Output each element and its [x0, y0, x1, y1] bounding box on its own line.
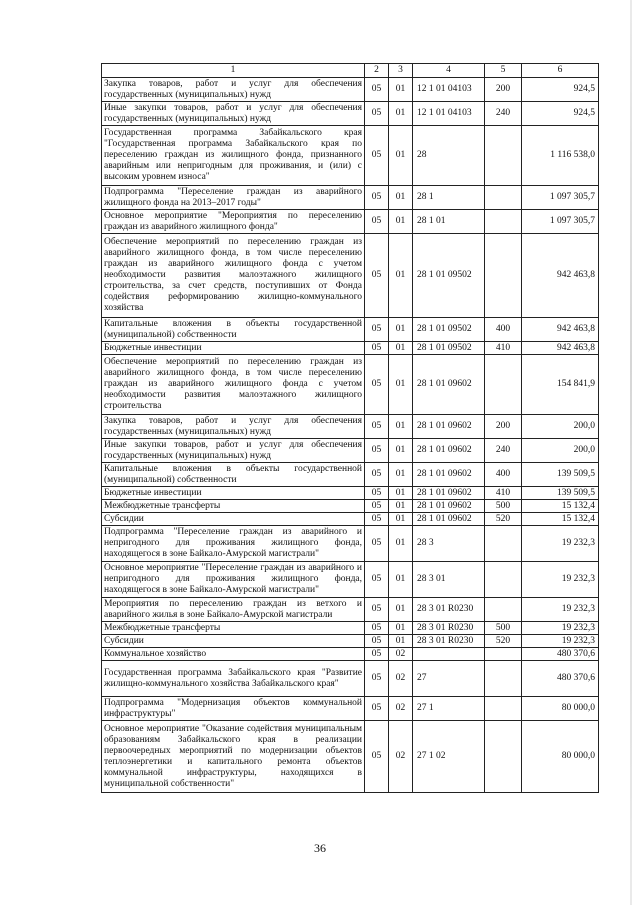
row-target-article	[413, 648, 485, 661]
row-target-article: 28 1 01 09602	[413, 500, 485, 513]
header-row	[102, 64, 599, 78]
row-subsection: 01	[389, 126, 413, 186]
row-section: 05	[365, 598, 389, 622]
row-name: Основное мероприятие "Оказание содействия муниципальным образованиям Забайкальского края в реализации первоочередных мероприятий по модернизации объектов теплоэнергетики и капитального ремонта объектов коммунальной инфраструктуры, находящихся в муниципальной собственности"	[102, 721, 365, 793]
row-amount: 942 463,8	[522, 318, 599, 342]
row-target-article: 28 3 01	[413, 562, 485, 598]
row-subsection: 01	[389, 439, 413, 463]
row-target-article: 27 1	[413, 697, 485, 721]
table-row	[102, 78, 599, 102]
row-name: Подпрограмма "Переселение граждан из аварийного и непригодного для проживания жилищного фонда, находящегося в зоне Байкало-Амурской магистрали"	[102, 526, 365, 562]
row-amount: 1 097 305,7	[522, 186, 599, 210]
row-section: 05	[365, 186, 389, 210]
row-expense-type	[485, 210, 522, 234]
row-name: Мероприятия по переселению граждан из ветхого и аварийного жилья в зоне Байкало-Амурской магистрали	[102, 598, 365, 622]
row-expense-type	[485, 234, 522, 318]
row-subsection: 01	[389, 210, 413, 234]
row-expense-type: 520	[485, 513, 522, 526]
header-col-4: 4	[413, 64, 485, 78]
row-target-article: 12 1 01 04103	[413, 102, 485, 126]
row-amount: 80 000,0	[522, 721, 599, 793]
scan-edge	[630, 0, 632, 905]
row-subsection: 02	[389, 661, 413, 697]
row-expense-type	[485, 697, 522, 721]
row-section: 05	[365, 355, 389, 415]
row-section: 05	[365, 126, 389, 186]
row-section: 05	[365, 210, 389, 234]
row-target-article: 28 3 01 R0230	[413, 598, 485, 622]
row-name: Закупка товаров, работ и услуг для обеспечения государственных (муниципальных) нужд	[102, 415, 365, 439]
row-expense-type: 520	[485, 635, 522, 648]
row-subsection: 01	[389, 500, 413, 513]
row-section: 05	[365, 513, 389, 526]
row-name: Обеспечение мероприятий по переселению граждан из аварийного жилищного фонда, в том числе переселению граждан из аварийного жилищного фонда с учетом необходимости развития малоэтажного жилищного строительства	[102, 355, 365, 415]
header-col-1: 1	[102, 64, 365, 78]
row-name: Бюджетные инвестиции	[102, 487, 365, 500]
row-amount: 139 509,5	[522, 487, 599, 500]
row-section: 05	[365, 342, 389, 355]
table-row	[102, 500, 599, 513]
table-row	[102, 186, 599, 210]
budget-table	[101, 63, 599, 793]
row-subsection: 01	[389, 487, 413, 500]
row-expense-type: 500	[485, 622, 522, 635]
row-name: Субсидии	[102, 513, 365, 526]
row-amount: 942 463,8	[522, 342, 599, 355]
row-name: Подпрограмма "Переселение граждан из аварийного жилищного фонда на 2013–2017 годы"	[102, 186, 365, 210]
row-section: 05	[365, 415, 389, 439]
table-row	[102, 415, 599, 439]
row-name: Обеспечение мероприятий по переселению граждан из аварийного жилищного фонда, в том числе переселению граждан из аварийного жилищного фонда с учетом необходимости развития малоэтажного жилищного строительства, за счет средств, поступивших от Фонда содействия реформированию жилищно-коммунального хозяйства	[102, 234, 365, 318]
row-subsection: 01	[389, 318, 413, 342]
row-target-article: 28 1 01 09502	[413, 342, 485, 355]
row-amount: 942 463,8	[522, 234, 599, 318]
table-row	[102, 487, 599, 500]
row-name: Капитальные вложения в объекты государственной (муниципальной) собственности	[102, 463, 365, 487]
row-name: Коммунальное хозяйство	[102, 648, 365, 661]
table-row	[102, 210, 599, 234]
row-amount: 924,5	[522, 78, 599, 102]
row-section: 05	[365, 102, 389, 126]
row-section: 05	[365, 635, 389, 648]
row-section: 05	[365, 318, 389, 342]
row-expense-type	[485, 598, 522, 622]
table-row	[102, 463, 599, 487]
table-row	[102, 526, 599, 562]
row-expense-type: 400	[485, 463, 522, 487]
row-name: Государственная программа Забайкальского края "Развитие жилищно-коммунального хозяйства Забайкальского края"	[102, 661, 365, 697]
row-expense-type	[485, 526, 522, 562]
row-expense-type	[485, 562, 522, 598]
table-row	[102, 562, 599, 598]
row-expense-type: 400	[485, 318, 522, 342]
row-amount: 480 370,6	[522, 648, 599, 661]
row-amount: 200,0	[522, 415, 599, 439]
table-row	[102, 318, 599, 342]
row-amount: 15 132,4	[522, 513, 599, 526]
row-name: Государственная программа Забайкальского края "Государственная программа Забайкальского края по переселению граждан из жилищного фонда, признанного аварийным или непригодным для проживания, и (или) с высоким уровнем износа"	[102, 126, 365, 186]
table-row	[102, 598, 599, 622]
row-expense-type: 240	[485, 439, 522, 463]
row-amount: 1 097 305,7	[522, 210, 599, 234]
budget-table-container	[101, 63, 598, 793]
row-amount: 139 509,5	[522, 463, 599, 487]
row-expense-type	[485, 721, 522, 793]
row-subsection: 01	[389, 622, 413, 635]
row-expense-type: 500	[485, 500, 522, 513]
table-body	[102, 78, 599, 793]
table-row	[102, 635, 599, 648]
row-name: Бюджетные инвестиции	[102, 342, 365, 355]
row-section: 05	[365, 500, 389, 513]
header-col-3: 3	[389, 64, 413, 78]
table-row	[102, 355, 599, 415]
row-target-article: 28 1 01 09602	[413, 439, 485, 463]
row-name: Межбюджетные трансферты	[102, 500, 365, 513]
row-amount: 480 370,6	[522, 661, 599, 697]
row-section: 05	[365, 622, 389, 635]
row-expense-type: 200	[485, 78, 522, 102]
row-section: 05	[365, 562, 389, 598]
row-expense-type: 410	[485, 342, 522, 355]
row-name: Капитальные вложения в объекты государственной (муниципальной) собственности	[102, 318, 365, 342]
table-row	[102, 661, 599, 697]
row-expense-type	[485, 126, 522, 186]
row-section: 05	[365, 721, 389, 793]
row-target-article: 28 1 01	[413, 210, 485, 234]
row-name: Основное мероприятие "Мероприятия по переселению граждан из аварийного жилищного фонда"	[102, 210, 365, 234]
row-target-article: 28 1	[413, 186, 485, 210]
table-row	[102, 622, 599, 635]
row-amount: 80 000,0	[522, 697, 599, 721]
row-subsection: 01	[389, 355, 413, 415]
row-amount: 1 116 538,0	[522, 126, 599, 186]
table-row	[102, 126, 599, 186]
row-name: Закупка товаров, работ и услуг для обеспечения государственных (муниципальных) нужд	[102, 78, 365, 102]
row-amount: 924,5	[522, 102, 599, 126]
header-col-6: 6	[522, 64, 599, 78]
row-section: 05	[365, 78, 389, 102]
table-row	[102, 342, 599, 355]
table-row	[102, 697, 599, 721]
row-amount: 19 232,3	[522, 622, 599, 635]
row-subsection: 02	[389, 697, 413, 721]
table-row	[102, 102, 599, 126]
row-expense-type	[485, 186, 522, 210]
table-row	[102, 648, 599, 661]
row-name: Основное мероприятие "Переселение граждан из аварийного и непригодного для проживания жилищного фонда, находящегося в зоне Байкало-Амурской магистрали"	[102, 562, 365, 598]
row-target-article: 28 1 01 09602	[413, 487, 485, 500]
row-subsection: 01	[389, 526, 413, 562]
row-amount: 200,0	[522, 439, 599, 463]
row-section: 05	[365, 234, 389, 318]
row-target-article: 28 3 01 R0230	[413, 622, 485, 635]
row-subsection: 01	[389, 635, 413, 648]
row-subsection: 01	[389, 513, 413, 526]
header-col-2: 2	[365, 64, 389, 78]
row-target-article: 28 1 01 09502	[413, 234, 485, 318]
row-expense-type	[485, 355, 522, 415]
row-target-article: 28 1 01 09602	[413, 355, 485, 415]
row-section: 05	[365, 463, 389, 487]
table-row	[102, 513, 599, 526]
row-expense-type	[485, 648, 522, 661]
row-target-article: 28 1 01 09602	[413, 513, 485, 526]
row-target-article: 27 1 02	[413, 721, 485, 793]
row-expense-type: 240	[485, 102, 522, 126]
row-target-article: 28 1 01 09502	[413, 318, 485, 342]
row-section: 05	[365, 487, 389, 500]
row-section: 05	[365, 439, 389, 463]
header-col-5: 5	[485, 64, 522, 78]
row-subsection: 01	[389, 562, 413, 598]
row-name: Субсидии	[102, 635, 365, 648]
row-subsection: 01	[389, 78, 413, 102]
row-subsection: 01	[389, 415, 413, 439]
row-amount: 19 232,3	[522, 562, 599, 598]
row-subsection: 01	[389, 186, 413, 210]
table-row	[102, 721, 599, 793]
row-subsection: 01	[389, 463, 413, 487]
row-amount: 15 132,4	[522, 500, 599, 513]
row-subsection: 01	[389, 342, 413, 355]
row-amount: 154 841,9	[522, 355, 599, 415]
row-target-article: 12 1 01 04103	[413, 78, 485, 102]
table-row	[102, 439, 599, 463]
row-expense-type: 410	[485, 487, 522, 500]
row-target-article: 28 3	[413, 526, 485, 562]
page-number: 36	[314, 841, 326, 855]
row-section: 05	[365, 648, 389, 661]
row-subsection: 01	[389, 234, 413, 318]
row-amount: 19 232,3	[522, 526, 599, 562]
row-subsection: 02	[389, 648, 413, 661]
row-section: 05	[365, 697, 389, 721]
row-name: Подпрограмма "Модернизация объектов коммунальной инфраструктуры"	[102, 697, 365, 721]
row-target-article: 27	[413, 661, 485, 697]
row-name: Иные закупки товаров, работ и услуг для обеспечения государственных (муниципальных) нужд	[102, 102, 365, 126]
row-amount: 19 232,3	[522, 635, 599, 648]
row-subsection: 01	[389, 598, 413, 622]
row-expense-type: 200	[485, 415, 522, 439]
row-target-article: 28 1 01 09602	[413, 415, 485, 439]
row-name: Иные закупки товаров, работ и услуг для обеспечения государственных (муниципальных) нужд	[102, 439, 365, 463]
table-row	[102, 234, 599, 318]
row-section: 05	[365, 526, 389, 562]
row-name: Межбюджетные трансферты	[102, 622, 365, 635]
row-target-article: 28 1 01 09602	[413, 463, 485, 487]
row-target-article: 28	[413, 126, 485, 186]
row-expense-type	[485, 661, 522, 697]
row-amount: 19 232,3	[522, 598, 599, 622]
row-target-article: 28 3 01 R0230	[413, 635, 485, 648]
row-subsection: 01	[389, 102, 413, 126]
row-section: 05	[365, 661, 389, 697]
row-subsection: 02	[389, 721, 413, 793]
